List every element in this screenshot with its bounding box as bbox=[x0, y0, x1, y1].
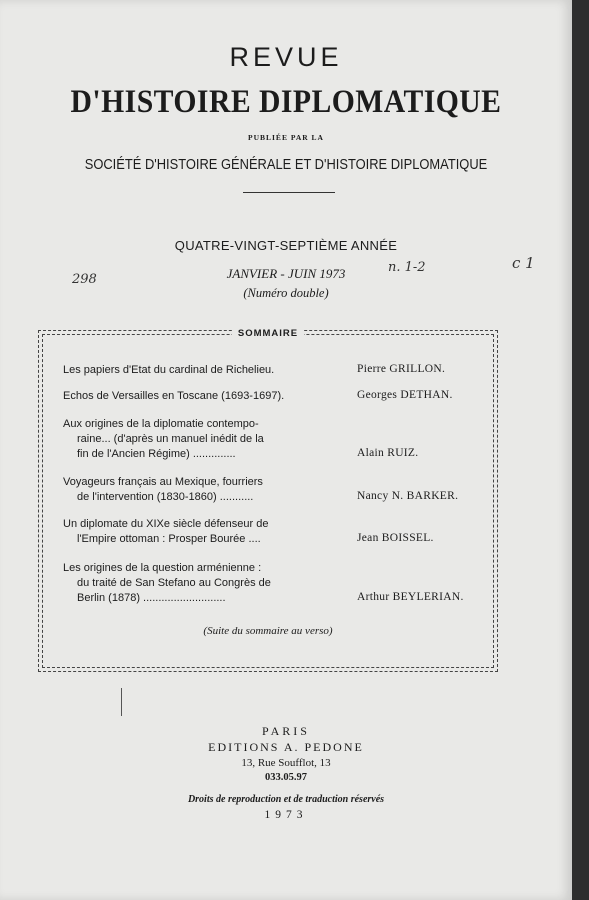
scan-dark-edge bbox=[572, 0, 589, 900]
entry-title bbox=[63, 475, 353, 505]
entry-title-line: Un diplomate du XIXe siècle défenseur de bbox=[63, 518, 269, 530]
entry-title-line: Voyageurs français au Mexique, fourriers bbox=[63, 476, 263, 488]
entry-title-line: l'Empire ottoman : Prosper Bourée .... bbox=[77, 533, 261, 545]
publisher-city: PARIS bbox=[262, 724, 310, 738]
sommaire-heading: SOMMAIRE bbox=[232, 328, 304, 339]
entry-title-line: Aux origines de la diplomatie contempo- bbox=[63, 418, 259, 430]
entry-title-line: Les papiers d'Etat du cardinal de Richelieu. bbox=[63, 364, 275, 376]
entry-title-line: raine... (d'après un manuel inédit de la bbox=[77, 433, 264, 445]
entry-title bbox=[63, 363, 353, 378]
sommaire-heading-wrap bbox=[39, 323, 497, 341]
journal-title-line1: REVUE bbox=[229, 42, 343, 72]
entry-author: Alain RUIZ. bbox=[357, 447, 419, 459]
issue-date: JANVIER - JUIN 1973 bbox=[226, 266, 346, 281]
handwritten-note-right: c 1 bbox=[512, 254, 535, 272]
publisher-name: EDITIONS A. PEDONE bbox=[208, 740, 364, 754]
entry-title bbox=[63, 517, 353, 547]
entry-author: Arthur BEYLERIAN. bbox=[357, 591, 464, 603]
handwritten-note-middle: n. 1-2 bbox=[388, 260, 426, 275]
entry-title bbox=[63, 389, 353, 404]
entry-title-line: Echos de Versailles en Toscane (1693-1697). bbox=[63, 390, 285, 402]
society-name: SOCIÉTÉ D'HISTOIRE GÉNÉRALE ET D'HISTOIRE DIPLOMATIQUE bbox=[84, 156, 488, 173]
publication-year: 1973 bbox=[264, 809, 308, 821]
sommaire-continued-note: (Suite du sommaire au verso) bbox=[203, 625, 333, 637]
sommaire-box bbox=[38, 330, 498, 672]
pen-stroke-mark bbox=[121, 688, 122, 716]
entry-author: Nancy N. BARKER. bbox=[357, 490, 459, 502]
handwritten-note-left: 298 bbox=[72, 272, 97, 287]
publisher-phone: 033.05.97 bbox=[265, 772, 307, 783]
publisher-intro: PUBLIÉE PAR LA bbox=[248, 133, 324, 142]
entry-author: Jean BOISSEL. bbox=[357, 532, 434, 544]
entry-title-line: Berlin (1878) ........................... bbox=[77, 592, 226, 604]
entry-title-line: Les origines de la question arménienne : bbox=[63, 562, 262, 574]
issue-note: (Numéro double) bbox=[243, 286, 329, 300]
title-divider bbox=[243, 192, 335, 193]
rights-notice: Droits de reproduction et de traduction réservés bbox=[187, 794, 385, 805]
entry-author: Pierre GRILLON. bbox=[357, 363, 446, 375]
year-label: QUATRE-VINGT-SEPTIÈME ANNÉE bbox=[174, 238, 398, 253]
entry-title bbox=[63, 561, 353, 606]
entry-title-line: de l'intervention (1830-1860) ........... bbox=[77, 491, 254, 503]
entry-title-line: du traité de San Stefano au Congrès de bbox=[77, 577, 271, 589]
publisher-address: 13, Rue Soufflot, 13 bbox=[241, 757, 331, 769]
entry-title-line: fin de l'Ancien Régime) .............. bbox=[77, 448, 236, 460]
journal-title-line2: D'HISTOIRE DIPLOMATIQUE bbox=[70, 84, 502, 120]
entry-author: Georges DETHAN. bbox=[357, 389, 453, 401]
entry-title bbox=[63, 417, 353, 462]
